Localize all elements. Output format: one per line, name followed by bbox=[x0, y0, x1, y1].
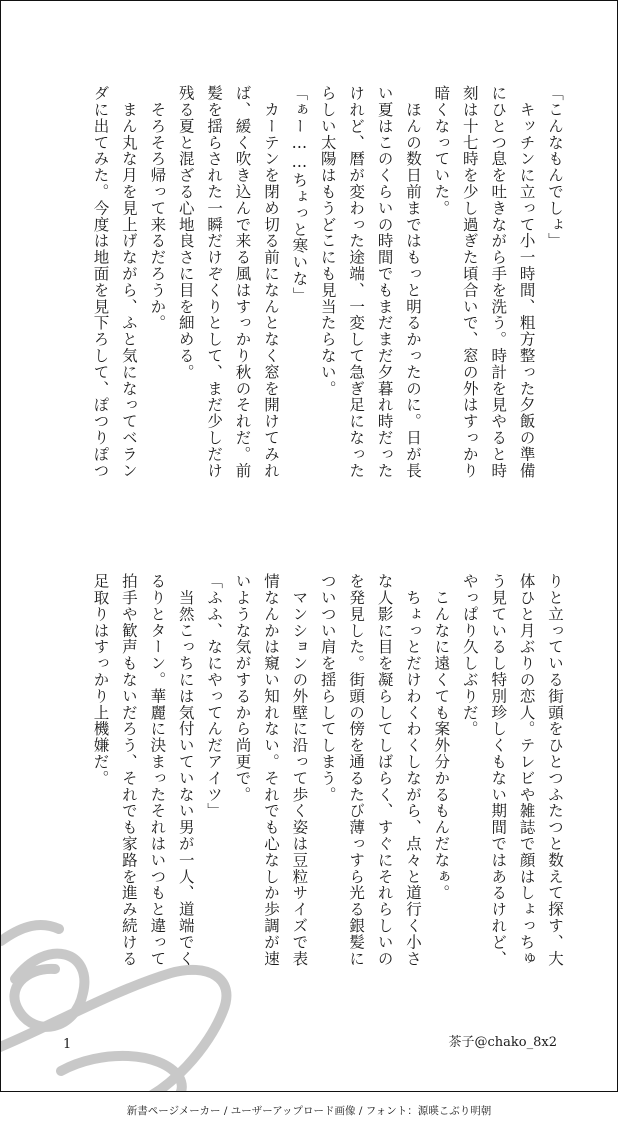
text-line: カーテンを閉め切る前になんとなく窓を開けてみれ bbox=[261, 85, 280, 479]
text-line: 拍手や歓声もないだろう、それでも家路を進み続ける bbox=[119, 573, 138, 967]
text-line: にひとつ息を吐きながら手を洗う。時計を見やると時 bbox=[489, 85, 508, 479]
text-line: らしい太陽はもうどこにも見当たらない。 bbox=[318, 85, 337, 397]
text-line: 足取りはすっかり上機嫌だ。 bbox=[91, 573, 110, 787]
body-text-lower bbox=[86, 573, 569, 1013]
text-line: ちょっとだけわくわくしながら、点々と道行く小さ bbox=[403, 573, 422, 967]
text-line: い夏はこのくらいの時間でもまだまだ夕暮れ時だった bbox=[375, 85, 394, 479]
text-line: 髪を揺らされた一瞬だけぞくりとして、まだ少しだけ bbox=[205, 85, 224, 479]
text-line: 当然こっちには気付いていない男が一人、道端でく bbox=[176, 573, 195, 967]
text-line: ほんの数日前まではもっと明るかったのに。日が長 bbox=[403, 85, 422, 479]
text-line: りと立っている街頭をひとつふたつと数えて探す、大 bbox=[546, 573, 564, 967]
text-line: 「ふふ、なにやってんだアイツ」 bbox=[205, 573, 224, 819]
text-line: 情なんかは窺い知れない。それでも心なしか歩調が速 bbox=[261, 573, 280, 967]
text-line: を発見した。街頭の傍を通るたび薄っすら光る銀髪に bbox=[347, 573, 366, 967]
text-line: 「こんなもんでしょ」 bbox=[546, 85, 564, 249]
page-number: 1 bbox=[63, 1037, 72, 1052]
text-line: まん丸な月を見上げながら、ふと気になってベラン bbox=[119, 85, 138, 479]
text-line: マンションの外壁に沿って歩く姿は豆粒サイズで表 bbox=[290, 573, 309, 967]
text-line: キッチンに立って小一時間、粗方整った夕飯の準備 bbox=[517, 85, 536, 479]
text-line: な人影に目を凝らしてしばらく、すぐにそれらしいの bbox=[375, 573, 394, 967]
body-text-upper bbox=[86, 85, 569, 525]
text-line: こんなに遠くても案外分かるもんだなぁ。 bbox=[432, 573, 451, 901]
text-line: ついつい肩を揺らしてしまう。 bbox=[318, 573, 337, 803]
text-line: 残る夏と混ざる心地良さに目を細める。 bbox=[176, 85, 195, 381]
text-line: ダに出てみた。今度は地面を見下ろして、ぽつりぽつ bbox=[91, 85, 110, 479]
text-line: 「ぁー……ちょっと寒いな」 bbox=[290, 85, 309, 304]
text-line: う見ているし特別珍しくもない期間ではあるけれど、 bbox=[489, 573, 508, 967]
text-line: そろそろ帰って来るだろうか。 bbox=[148, 85, 167, 331]
author-credit: 茶子@chako_8x2 bbox=[448, 1035, 557, 1050]
text-line: 暗くなっていた。 bbox=[432, 85, 451, 217]
text-line: るりとターン。華麗に決まったそれはいつもと違って bbox=[148, 573, 167, 967]
text-line: ば、緩く吹き込んで来る風はすっかり秋のそれだ。前 bbox=[233, 85, 252, 479]
text-line: いような気がするから尚更で。 bbox=[233, 573, 252, 803]
generator-credit: 新書ページメーカー / ユーザーアップロード画像 / フォント：源暎こぶり明朝 bbox=[126, 1105, 492, 1117]
text-line: けれど、暦が変わった途端、一変して急ぎ足になった bbox=[347, 85, 366, 479]
text-line: 刻は十七時を少し過ぎた頃合いで、窓の外はすっかり bbox=[460, 85, 479, 479]
text-line: やっぱり久しぶりだ。 bbox=[460, 573, 479, 737]
text-line: 体ひと月ぶりの恋人。テレビや雑誌で顔はしょっちゅ bbox=[517, 573, 536, 967]
